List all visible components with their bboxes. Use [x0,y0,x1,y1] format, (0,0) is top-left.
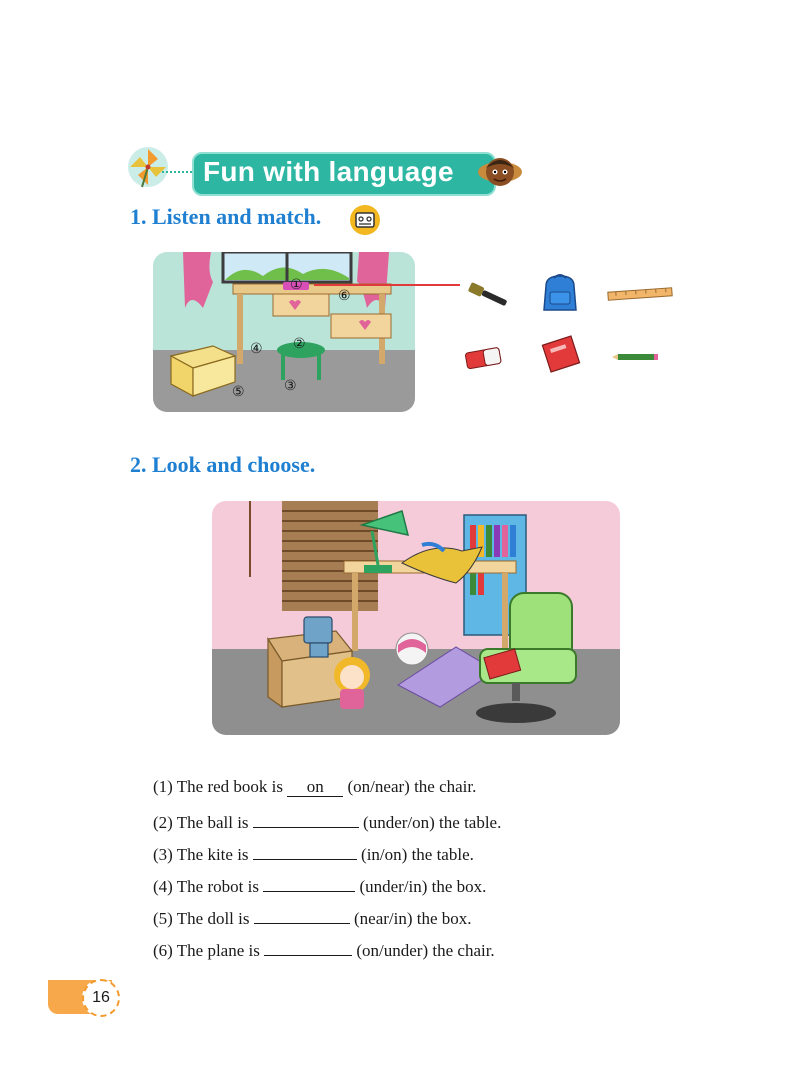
exercise-number: (3) [153,845,173,864]
exercise-1 [153,776,476,798]
exercise-text-before: The kite is [176,845,249,864]
exercise-text-before: The red book is [176,777,284,796]
exercise-number: (5) [153,909,173,928]
match-line [314,284,460,286]
exercise-text-before: The doll is [176,909,250,928]
exercise-number: (1) [153,777,173,796]
answer-blank[interactable] [263,872,355,892]
exercise-text-before: The plane is [176,941,260,960]
section-1-title: 1. Listen and match. [130,204,322,229]
exercise-4 [153,872,486,898]
backpack-icon[interactable] [536,272,584,314]
scene-label-6: ⑥ [338,288,351,304]
ruler-icon[interactable] [606,286,674,302]
exercise-5 [153,904,472,930]
cassette-icon[interactable] [349,204,381,236]
exercise-text-after: (under/in) the box. [359,877,487,896]
pinwheel-icon [126,145,170,189]
eraser-icon[interactable] [462,342,506,372]
exercise-6 [153,936,495,962]
scene-label-3: ③ [284,378,297,394]
page-title: Fun with language [203,156,454,187]
answer-blank[interactable] [253,808,359,828]
room-picture-2 [212,501,620,735]
answer-blank[interactable] [253,840,357,860]
exercise-3 [153,840,474,866]
scene-label-2: ② [293,336,306,352]
scene-label-5: ⑤ [232,384,245,400]
exercise-text-after: (on/under) the chair. [356,941,495,960]
exercise-text-after: (in/on) the table. [361,845,474,864]
boy-face-icon [476,150,524,194]
exercise-number: (6) [153,941,173,960]
exercise-text-after: (on/near) the chair. [347,777,477,796]
scene-label-4: ④ [250,341,263,357]
pencil-icon[interactable] [612,350,660,364]
exercise-text-before: The ball is [176,813,249,832]
section-2-title: 2. Look and choose. [130,452,316,477]
page-number: 16 [82,979,120,1017]
answer-blank[interactable] [264,936,352,956]
scene-label-1: ① [290,277,303,293]
exercise-text-after: (near/in) the box. [354,909,472,928]
exercise-2 [153,808,501,834]
exercise-text-after: (under/on) the table. [363,813,502,832]
exercise-text-before: The robot is [176,877,259,896]
exercise-number: (4) [153,877,173,896]
exercise-number: (2) [153,813,173,832]
answer-blank[interactable]: on [287,777,343,797]
answer-blank[interactable] [254,904,350,924]
torch-icon[interactable] [462,280,514,310]
red-book-icon[interactable] [538,334,584,374]
